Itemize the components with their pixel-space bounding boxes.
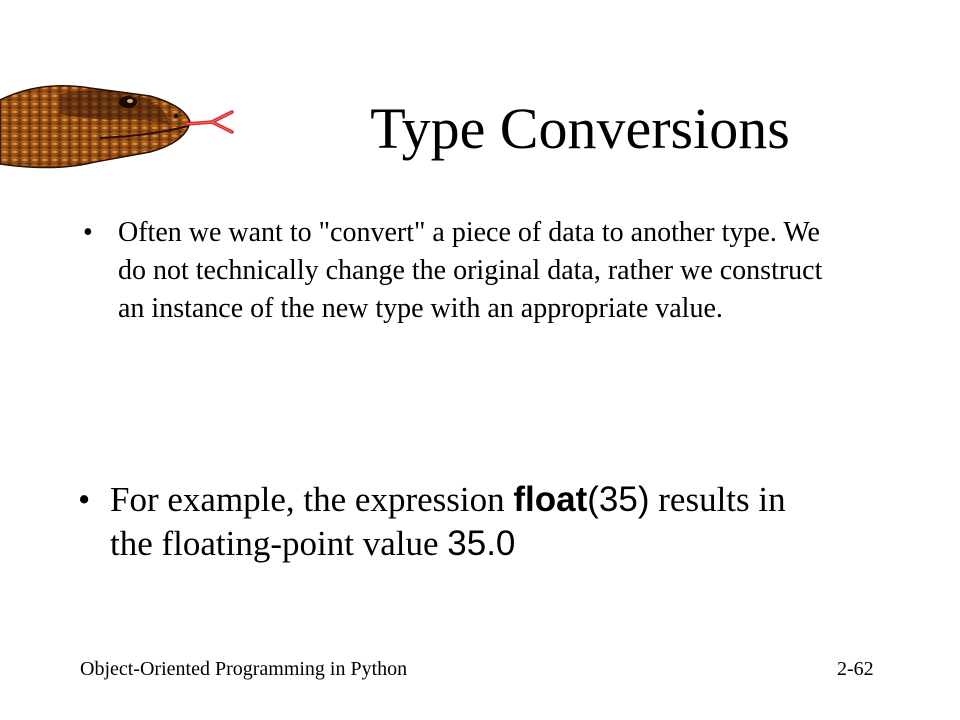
footer-course-title: Object-Oriented Programming in Python [80, 658, 408, 680]
bullet-text: Often we want to "convert" a piece of data to another type. We do not technically change the original data, rather we construct an instance of the new type with an appropriate value. [118, 217, 823, 324]
bullet-text-middle: results in the floating-point value [110, 480, 786, 563]
code-result-value: 35.0 [447, 524, 516, 563]
bullet-text [110, 478, 830, 566]
python-snake-head-icon [0, 60, 250, 200]
bullet-item-float-example [78, 478, 838, 566]
bullet-symbol: • [83, 217, 93, 248]
code-arguments: (35) [587, 480, 650, 519]
slide-title: Type Conversions [370, 96, 790, 161]
bullet-symbol: • [78, 480, 91, 519]
bullet-text-lead: For example, the expression [110, 480, 514, 519]
footer-page-number: 2-62 [837, 658, 874, 680]
bullet-item-conversion-explanation [83, 214, 843, 328]
code-function-name: float [513, 480, 588, 519]
